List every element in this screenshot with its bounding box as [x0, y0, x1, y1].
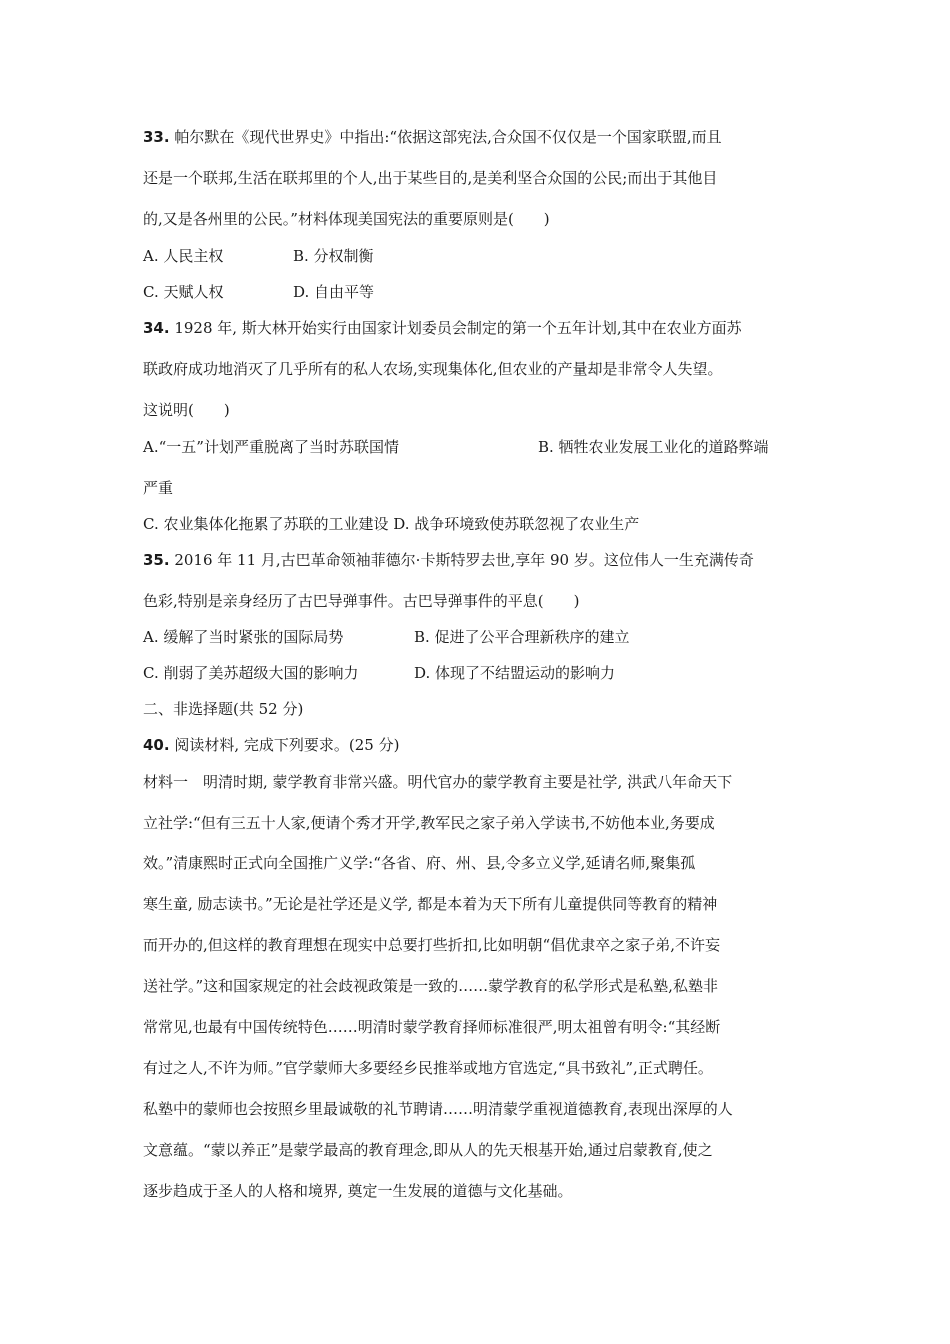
- q35-number: 35.: [143, 551, 170, 569]
- q40-material-line: 有过之人,不许为师。”官学蒙师大多要经乡民推举或地方官选定,“具书致礼”,正式聘任。: [143, 1059, 713, 1077]
- q34-line-1: 34. 1928 年, 斯大林开始实行由国家计划委员会制定的第一个五年计划,其中在农业方面苏: [143, 319, 742, 337]
- q34-option-b: B. 牺牲农业发展工业化的道路弊端: [538, 438, 769, 456]
- q34-option-b-continued: 严重: [143, 479, 174, 497]
- q34-number: 34.: [143, 319, 170, 337]
- q40-number: 40.: [143, 736, 170, 754]
- q33-line-3: 的,又是各州里的公民。”材料体现美国宪法的重要原则是( ): [143, 210, 550, 228]
- q40-material-line: 私塾中的蒙师也会按照乡里最诚敬的礼节聘请……明清蒙学重视道德教育,表现出深厚的人: [143, 1100, 733, 1118]
- q33-number: 33.: [143, 128, 170, 146]
- q34-line-3: 这说明( ): [143, 401, 230, 419]
- q40-material-line: 而开办的,但这样的教育理想在现实中总要打些折扣,比如明朝“倡优隶卒之家子弟,不许妄: [143, 936, 720, 954]
- q34-option-a: A.“一五”计划严重脱离了当时苏联国情: [143, 438, 399, 456]
- q40-material-line: 立社学:“但有三五十人家,便请个秀才开学,教军民之家子弟入学读书,不妨他本业,务要成: [143, 814, 715, 832]
- q35-line-1: 35. 2016 年 11 月,古巴革命领袖菲德尔·卡斯特罗去世,享年 90 岁。这位伟人一生充满传奇: [143, 551, 754, 569]
- q40-material-line: 文意蕴。“蒙以养正”是蒙学最高的教育理念,即从人的先天根基开始,通过启蒙教育,使之: [143, 1141, 713, 1159]
- q34-line-2: 联政府成功地消灭了几乎所有的私人农场,实现集体化,但农业的产量却是非常令人失望。: [143, 360, 723, 378]
- q40-material-line: 材料一 明清时期, 蒙学教育非常兴盛。明代官办的蒙学教育主要是社学, 洪武八年命天下: [143, 773, 733, 791]
- q35-option-c: C. 削弱了美苏超级大国的影响力: [143, 664, 359, 682]
- q40-material-line: 效。”清康熙时正式向全国推广义学:“各省、府、州、县,令多立义学,延请名师,聚集孤: [143, 854, 696, 872]
- q33-line-2: 还是一个联邦,生活在联邦里的个人,出于某些目的,是美利坚合众国的公民;而出于其他目: [143, 169, 718, 187]
- q40-material-line: 常常见,也最有中国传统特色……明清时蒙学教育择师标准很严,明太祖曾有明令:“其经断: [143, 1018, 721, 1036]
- q33-option-c: C. 天赋人权: [143, 283, 224, 301]
- q40-material-line: 逐步趋成于圣人的人格和境界, 奠定一生发展的道德与文化基础。: [143, 1182, 573, 1200]
- q35-option-b: B. 促进了公平合理新秩序的建立: [414, 628, 630, 646]
- q40-intro: 40. 阅读材料, 完成下列要求。(25 分): [143, 736, 400, 754]
- q40-material-line: 寒生童, 励志读书。”无论是社学还是义学, 都是本着为天下所有儿童提供同等教育的精神: [143, 895, 718, 913]
- q40-material-line: 送社学。”这和国家规定的社会歧视政策是一致的……蒙学教育的私学形式是私塾,私塾非: [143, 977, 718, 995]
- q35-option-d: D. 体现了不结盟运动的影响力: [414, 664, 616, 682]
- q34-option-cd: C. 农业集体化拖累了苏联的工业建设 D. 战争环境致使苏联忽视了农业生产: [143, 515, 640, 533]
- q33-option-a: A. 人民主权: [143, 247, 224, 265]
- q33-line-1: 33. 帕尔默在《现代世界史》中指出:“依据这部宪法,合众国不仅仅是一个国家联盟,而且: [143, 128, 722, 146]
- section-2-title: 二、非选择题(共 52 分): [143, 700, 304, 718]
- q35-line-2: 色彩,特别是亲身经历了古巴导弹事件。古巴导弹事件的平息( ): [143, 592, 580, 610]
- q33-option-d: D. 自由平等: [293, 283, 375, 301]
- q33-option-b: B. 分权制衡: [293, 247, 374, 265]
- q35-option-a: A. 缓解了当时紧张的国际局势: [143, 628, 344, 646]
